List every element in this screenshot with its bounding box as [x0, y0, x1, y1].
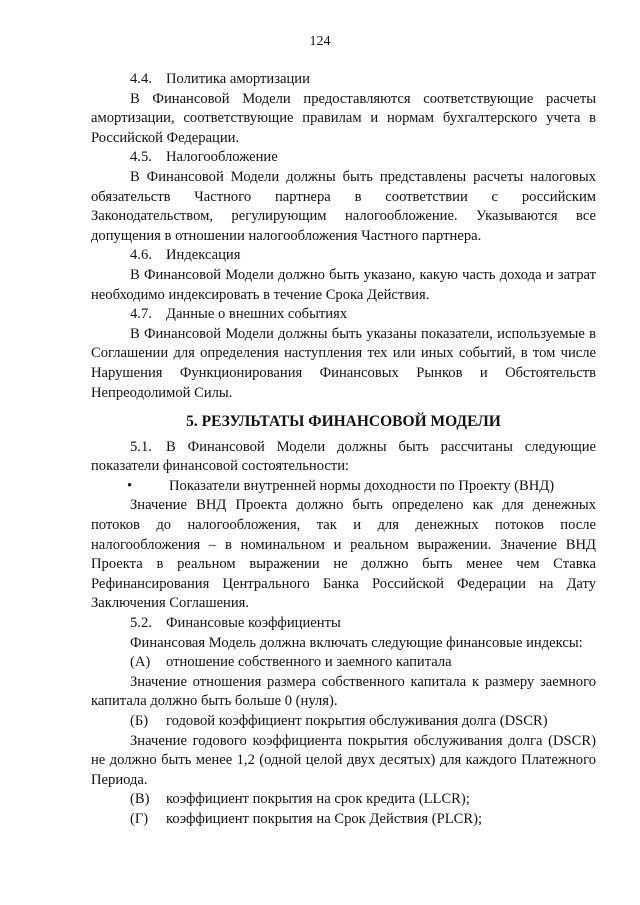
paragraph: Финансовая Модель должна включать следующие финансовые индексы:	[130, 634, 583, 651]
page-number: 124	[309, 34, 331, 49]
list-item-v	[91, 790, 596, 810]
paragraph: Значение ВНД Проекта должно быть определено как для денежных потоков до налогообложения, так и для денежных потоков после налогообложения – в номинальном и реальном выражении. Значение ВНД Проекта в реальном выражении не должно быть менее чем Ставка Рефинансирования Центрального Банка Российской Федерации на Дату Заключения Соглашения.	[91, 497, 596, 612]
list-item-b	[91, 712, 596, 732]
section-heading-4-4	[91, 70, 596, 90]
paragraph: В Финансовой Модели предоставляются соответствующие расчеты амортизации, соответствующие правилам и нормам бухгалтерского учета в Российской Федерации.	[91, 90, 596, 146]
section-number: 5.2.	[130, 615, 152, 632]
bullet-item	[91, 477, 596, 497]
document-body	[91, 70, 596, 830]
item-label: (Б)	[130, 713, 149, 729]
item-label: (А)	[130, 654, 151, 671]
section-number: 4.5.	[130, 149, 152, 166]
list-item-g	[91, 810, 596, 830]
paragraph-text: В Финансовой Модели должны быть рассчитаны следующие показатели финансовой состоятельности:	[91, 438, 596, 475]
bullet-icon: •	[127, 477, 133, 494]
chapter-title: 5. РЕЗУЛЬТАТЫ ФИНАНСОВОЙ МОДЕЛИ	[186, 413, 501, 431]
section-title: Данные о внешних событиях	[166, 306, 348, 323]
item-text: коэффициент покрытия на срок кредита (LLCR);	[166, 791, 470, 808]
section-heading-4-5	[91, 148, 596, 168]
bullet-text: Показатели внутренней нормы доходности по Проекту (ВНД)	[169, 477, 555, 494]
section-title: Политика амортизации	[166, 71, 310, 87]
section-number: 5.1.	[130, 438, 152, 455]
paragraph: Значение годового коэффициента покрытия обслуживания долга (DSCR) не должно быть менее 1,2 (одной целой двух десятых) для каждого Платежного Периода.	[91, 732, 596, 788]
item-text: отношение собственного и заемного капитала	[166, 654, 452, 671]
section-number: 4.7.	[130, 306, 152, 323]
section-title: Финансовые коэффициенты	[166, 615, 341, 632]
list-item-a	[91, 653, 596, 673]
paragraph: В Финансовой Модели должны быть представлены расчеты налоговых обязательств Частного партнера в соответствии с российским Законодательством, регулирующим налогообложение. Указываются все допущения в отношении налогообложения Частного партнера.	[91, 168, 596, 244]
section-heading-5-2	[91, 614, 596, 634]
section-title: Налогообложение	[166, 149, 278, 166]
section-title: Индексация	[166, 247, 241, 264]
section-5-1	[91, 438, 596, 477]
paragraph: В Финансовой Модели должно быть указано, какую часть дохода и затрат необходимо индексировать в течение Срока Действия.	[91, 266, 596, 303]
item-text: коэффициент покрытия на Срок Действия (PLCR);	[166, 810, 483, 827]
paragraph: Значение отношения размера собственного капитала к размеру заемного капитала должно быть больше 0 (нуля).	[91, 673, 596, 710]
item-text: годовой коэффициент покрытия обслуживания долга (DSCR)	[166, 713, 548, 729]
item-label: (В)	[130, 791, 150, 808]
section-heading-4-7	[91, 305, 596, 325]
paragraph: В Финансовой Модели должны быть указаны показатели, используемые в Соглашении для определения наступления тех или иных событий, в том числе Нарушения Функционирования Финансовых Рынков и Обстоятельств Непреодолимой Силы.	[91, 325, 596, 401]
section-number: 4.6.	[130, 247, 152, 264]
section-heading-4-6	[91, 246, 596, 266]
section-number: 4.4.	[130, 71, 152, 87]
item-label: (Г)	[130, 810, 149, 827]
